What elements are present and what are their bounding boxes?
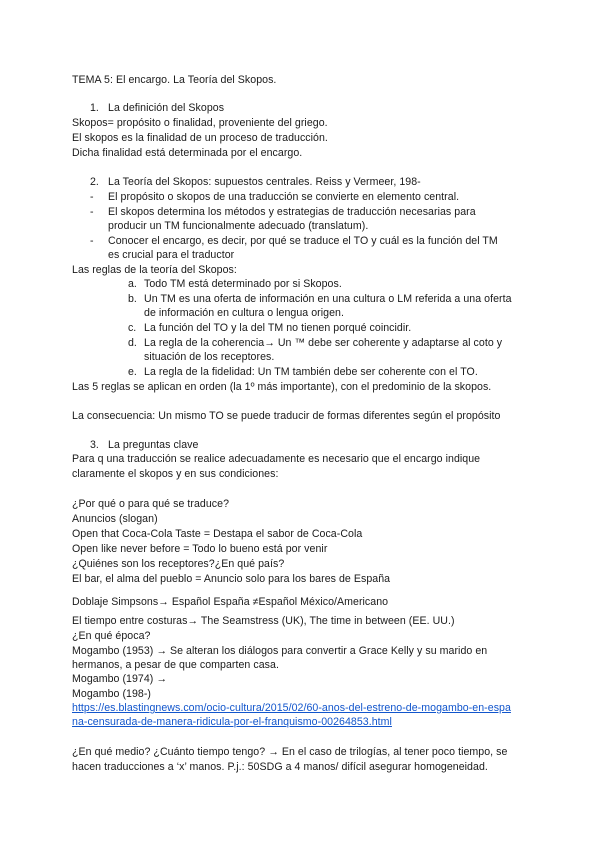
rules-note: Las 5 reglas se aplican en orden (la 1º más importante), con el predominio de la skopos. <box>72 381 492 393</box>
section-1-line: El skopos es la finalidad de un proceso de traducción. <box>72 132 328 144</box>
rule-item: La regla de la coherencia→ Un ™ debe ser coherente y adaptarse al coto y <box>144 337 503 349</box>
bullet-item-continuation: producir un TM funcionalmente adecuado (translatum). <box>108 220 369 232</box>
rules-intro: Las reglas de la teoría del Skopos: <box>72 264 237 276</box>
example-line: Mogambo (1953) → Se alteran los diálogos para convertir a Grace Kelly y su marido en <box>72 645 488 657</box>
example-line: El tiempo entre costuras→ The Seamstress (UK), The time in between (EE. UU.) <box>72 615 455 627</box>
rule-marker: e. <box>128 366 137 378</box>
section-2-heading: La Teoría del Skopos: supuestos centrales. Reiss y Vermeer, 198- <box>108 176 421 188</box>
rule-marker: d. <box>128 337 137 349</box>
example-line: Open that Coca-Cola Taste = Destapa el sabor de Coca-Cola <box>72 528 363 540</box>
example-line: hermanos, a pesar de que comparten casa. <box>72 659 279 671</box>
section-3-heading: La preguntas clave <box>108 439 199 451</box>
bullet-item: El skopos determina los métodos y estrategias de traducción necesarias para <box>108 206 476 218</box>
rule-item: La función del TO y la del TM no tienen porqué coincidir. <box>144 322 412 334</box>
section-2-number: 2. <box>90 176 99 188</box>
example-line: Mogambo (1974) → <box>72 673 168 685</box>
rule-item-continuation: de información en cultura o lengua origen. <box>144 307 344 319</box>
bullet-marker: - <box>90 191 94 203</box>
bullet-item: El propósito o skopos de una traducción se convierte en elemento central. <box>108 191 460 203</box>
example-line: Open like never before = Todo lo bueno está por venir <box>72 543 328 555</box>
section-1-number: 1. <box>90 102 99 114</box>
rule-marker: a. <box>128 278 137 290</box>
question-line: ¿Quiénes son los receptores?¿En qué país? <box>72 558 285 570</box>
rule-item: Todo TM está determinado por si Skopos. <box>144 278 342 290</box>
article-link[interactable]: https://es.blastingnews.com/ocio-cultura/2015/02/60-anos-del-estreno-de-mogambo-en-espa <box>72 702 511 714</box>
bullet-marker: - <box>90 206 94 218</box>
bullet-item-continuation: es crucial para el traductor <box>108 249 235 261</box>
document-title: TEMA 5: El encargo. La Teoría del Skopos. <box>72 74 277 86</box>
example-line: Mogambo (198-) <box>72 688 152 700</box>
medium-question: ¿En qué medio? ¿Cuánto tiempo tengo? → En el caso de trilogías, al tener poco tiempo, se <box>72 746 508 758</box>
rule-marker: c. <box>128 322 137 334</box>
section-3-intro: Para q una traducción se realice adecuadamente es necesario que el encargo indique <box>72 453 481 465</box>
rule-marker: b. <box>128 293 137 305</box>
example-line: El bar, el alma del pueblo = Anuncio solo para los bares de España <box>72 573 391 585</box>
section-1-line: Dicha finalidad está determinada por el encargo. <box>72 147 303 159</box>
section-1-heading: La definición del Skopos <box>108 102 225 114</box>
question-line: ¿Por qué o para qué se traduce? <box>72 498 230 510</box>
rule-item: La regla de la fidelidad: Un TM también debe ser coherente con el TO. <box>144 366 478 378</box>
question-line: ¿En qué época? <box>72 630 151 642</box>
article-link-continuation[interactable]: na-censurada-de-manera-ridicula-por-el-franquismo-00264853.html <box>72 716 392 728</box>
section-1-line: Skopos= propósito o finalidad, proveniente del griego. <box>72 117 328 129</box>
rule-item-continuation: situación de los receptores. <box>144 351 275 363</box>
rule-item: Un TM es una oferta de información en una cultura o LM referida a una oferta <box>144 293 512 305</box>
consequence: La consecuencia: Un mismo TO se puede traducir de formas diferentes según el propósito <box>72 410 501 422</box>
medium-question-continuation: hacen traducciones a ‘x’ manos. P.j.: 50SDG a 4 manos/ difícil asegurar homogeneidad. <box>72 761 488 773</box>
section-3-number: 3. <box>90 439 99 451</box>
section-3-intro: claramente el skopos y en sus condiciones: <box>72 468 279 480</box>
example-line: Anuncios (slogan) <box>72 513 158 525</box>
bullet-item: Conocer el encargo, es decir, por qué se traduce el TO y cuál es la función del TM <box>108 235 498 247</box>
bullet-marker: - <box>90 235 94 247</box>
dubbing-line: Doblaje Simpsons→ Español España ≠Español México/Americano <box>72 596 389 608</box>
